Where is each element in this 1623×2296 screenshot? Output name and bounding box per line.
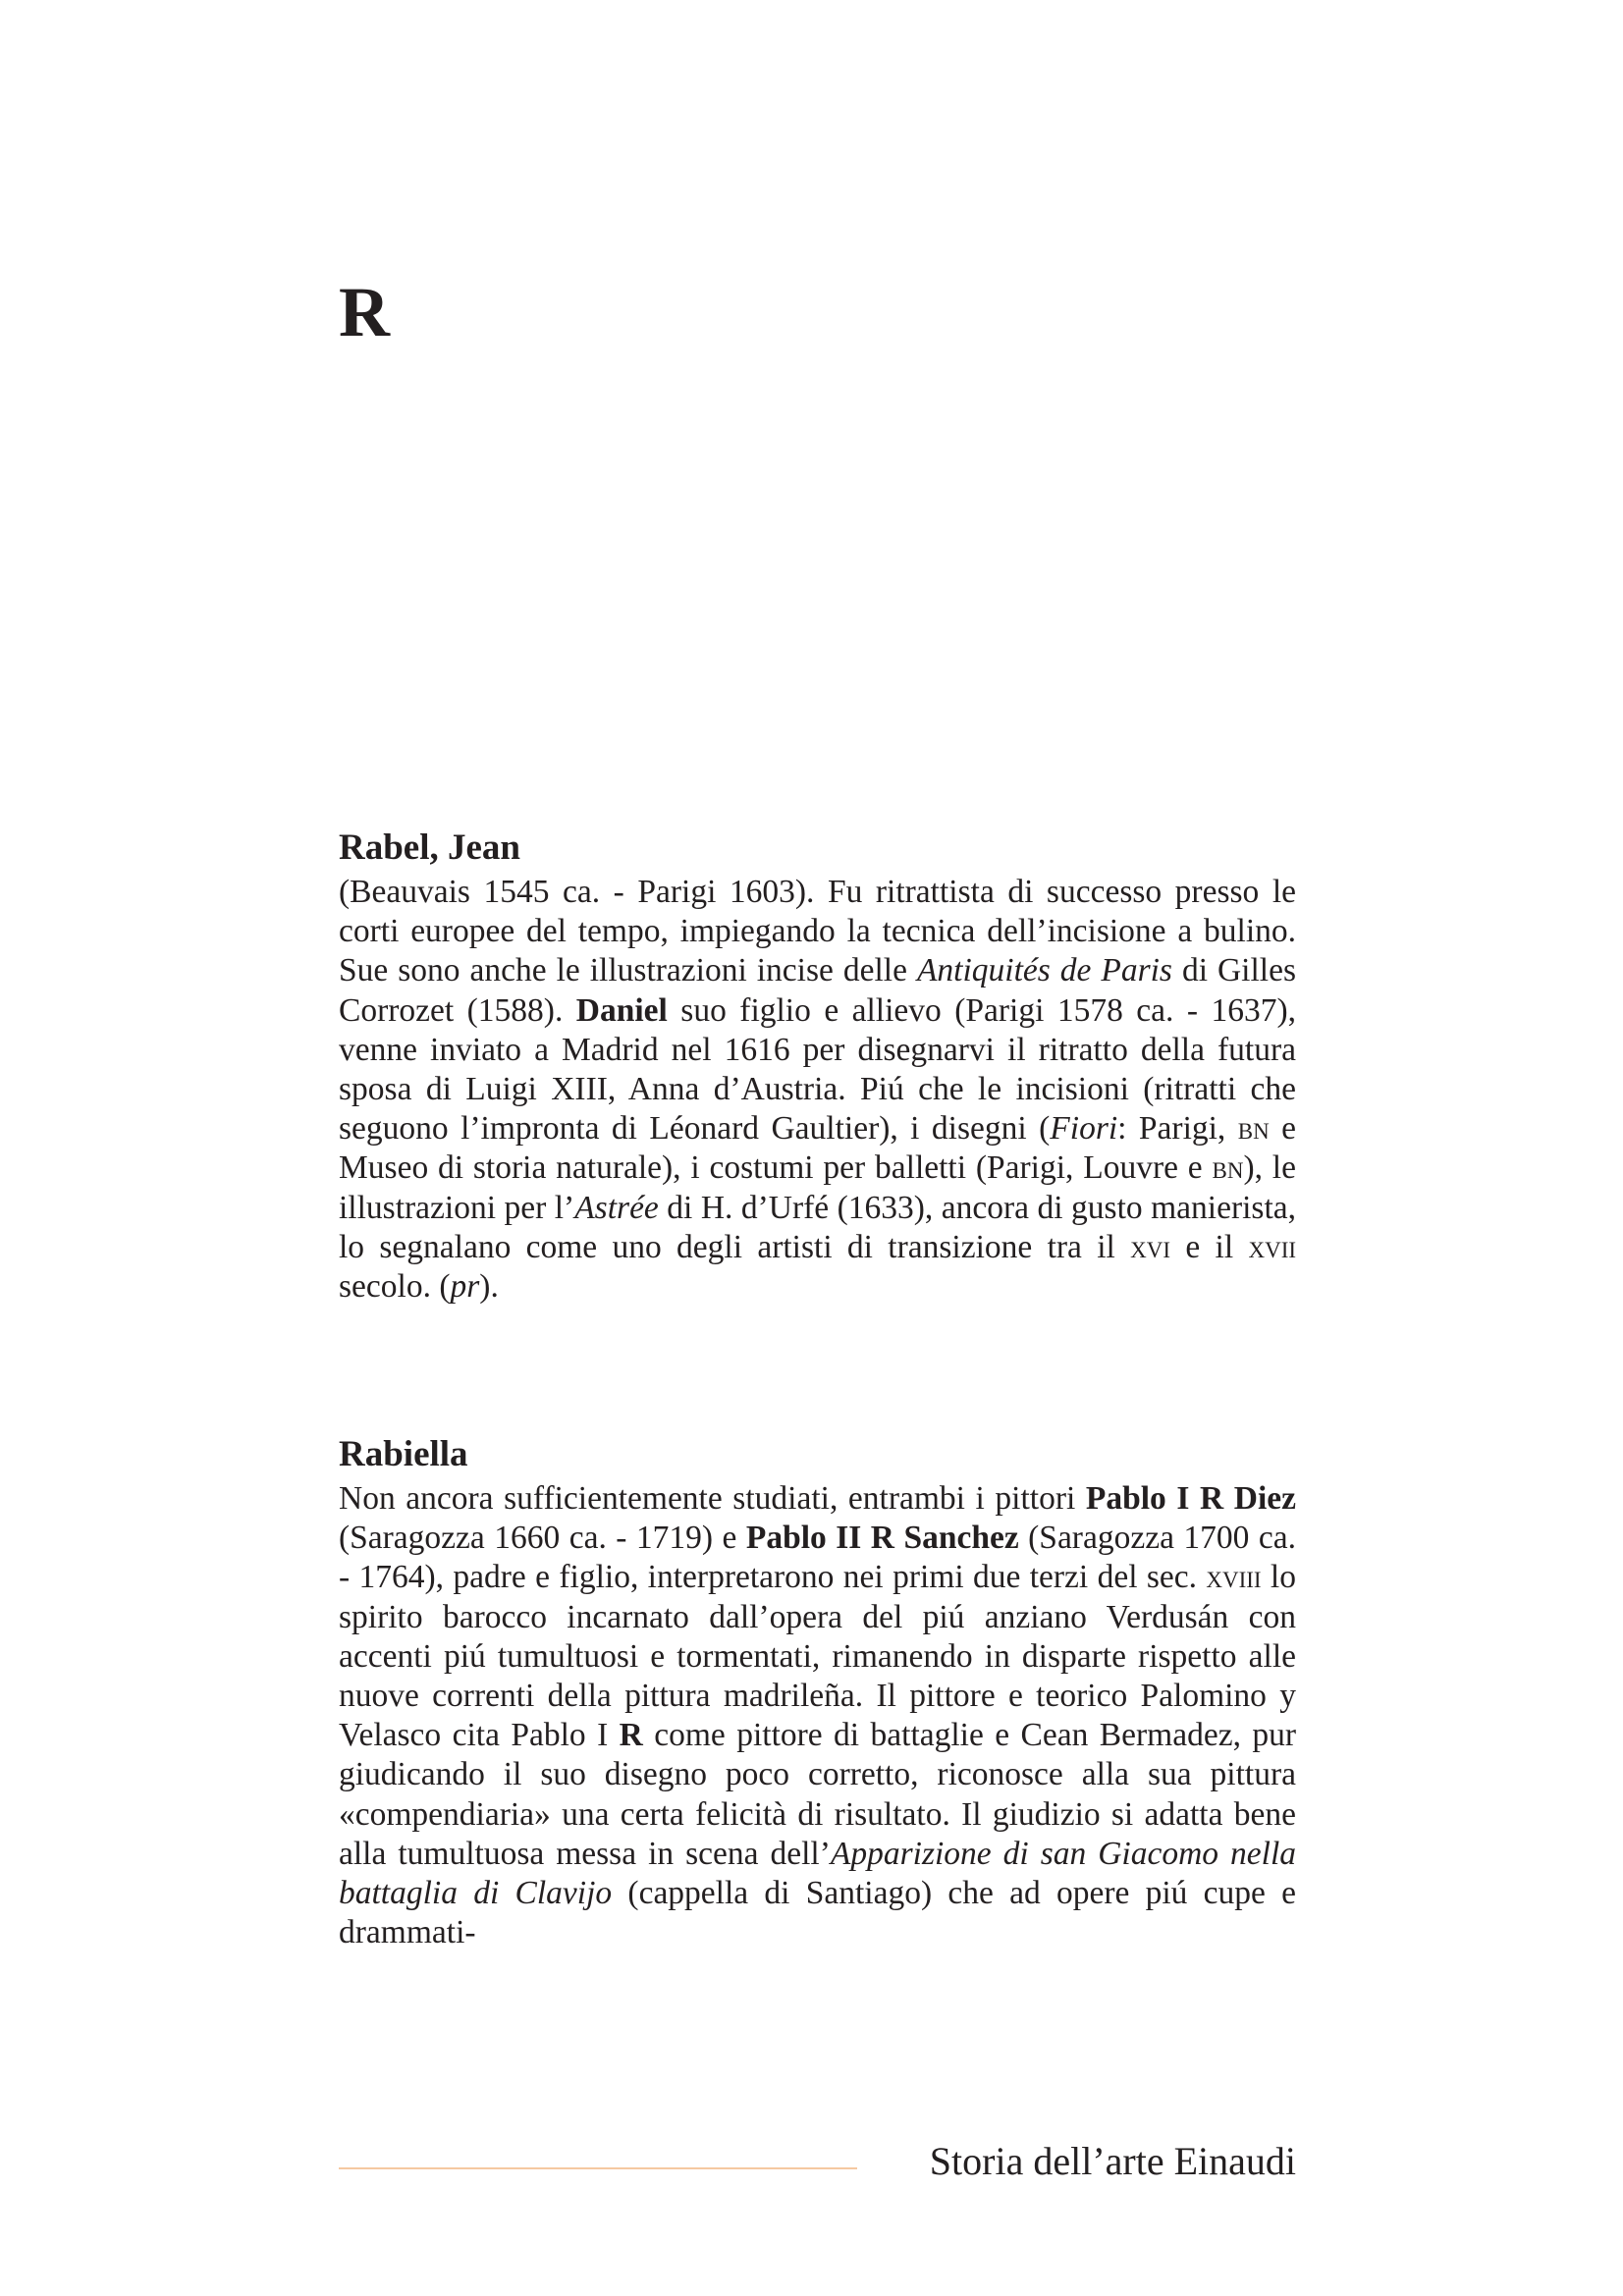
- text-run: e Museo di storia naturale), i costumi per balletti (Parigi, Louvre e: [339, 1110, 1297, 1187]
- section-letter: R: [339, 273, 390, 351]
- text-run: secolo. (: [339, 1268, 451, 1306]
- text-run: di Gilles Corrozet (1588).: [339, 952, 1297, 1029]
- text-run: di H. d’Urfé (1633), ancora di gusto manierista, lo segnalano come uno degli artisti di transizione tra il: [339, 1189, 1296, 1265]
- text-run: xviii: [1206, 1559, 1262, 1596]
- text-run: bn: [1212, 1149, 1244, 1187]
- text-run: xvii: [1248, 1228, 1297, 1265]
- text-run: (Beauvais 1545 ca. - Parigi 1603). Fu ritrattista di successo presso le corti europee del tempo, impiegando la tecnica dell’incisione a bulino. Sue sono anche le illustrazioni incise delle: [339, 874, 1296, 989]
- text-run: Fiori: [1050, 1110, 1118, 1148]
- entry-body: [339, 1479, 1296, 1952]
- text-run: lo spirito barocco incarnato dall’opera del piú anziano Verdusán con accenti piú tumultuosi e tormentati, rimanendo in disparte rispetto alle nuove correnti della pittura madrileña. Il pittore e teorico Palomino y Velasco cita Pablo I: [339, 1559, 1296, 1754]
- text-run: Pablo I R Diez: [1085, 1480, 1296, 1517]
- text-run: come pittore di battaglie e Cean Bermadez, pur giudicando il suo disegno poco corretto, riconosce alla sua pittura «compendiaria» una certa felicità di risultato. Il giudizio si adatta bene alla tumultuosa messa in scena dell’: [339, 1717, 1297, 1872]
- entry-body: [339, 873, 1296, 1307]
- text-run: Astrée: [574, 1189, 659, 1226]
- footer-rule: [339, 2167, 857, 2169]
- entry-rabel-jean: [339, 827, 1296, 1307]
- entry-title: Rabiella: [339, 1434, 468, 1474]
- text-run: Antiquités de Paris: [916, 952, 1172, 989]
- text-run: (Saragozza 1700 ca. - 1764), padre e figlio, interpretarono nei primi due terzi del sec.: [339, 1520, 1296, 1596]
- text-run: Apparizione di san Giacomo nella battaglia di Clavijo: [339, 1835, 1296, 1912]
- text-run: bn: [1237, 1110, 1270, 1148]
- text-run: (cappella di Santiago) che ad opere piú cupe e drammati-: [339, 1875, 1296, 1951]
- text-run: R: [619, 1717, 643, 1754]
- text-run: : Parigi,: [1117, 1110, 1238, 1148]
- entry-title: Rabel, Jean: [339, 828, 520, 868]
- entry-rabiella: [339, 1433, 1296, 1952]
- text-run: ).: [479, 1268, 499, 1306]
- text-run: Pablo II R Sanchez: [745, 1520, 1019, 1557]
- text-run: Non ancora sufficientemente studiati, entrambi i pittori: [339, 1480, 1086, 1517]
- text-run: Daniel: [575, 991, 668, 1029]
- text-run: e il: [1170, 1228, 1249, 1265]
- text-run: pr: [450, 1268, 480, 1306]
- text-run: (Saragozza 1660 ca. - 1719) e: [339, 1520, 746, 1557]
- page-footer: [339, 2124, 1296, 2183]
- text-run: xvi: [1130, 1228, 1171, 1265]
- footer-title: Storia dell’arte Einaudi: [929, 2139, 1296, 2183]
- text-run: suo figlio e allievo (Parigi 1578 ca. - 1637), venne inviato a Madrid nel 1616 per disegnarvi il ritratto della futura sposa di Luigi XIII, Anna d’Austria. Piú che le incisioni (ritratti che seguono l’impronta di Léonard Gaultier), i disegni (: [339, 991, 1297, 1148]
- text-run: ), le illustrazioni per l’: [339, 1149, 1296, 1226]
